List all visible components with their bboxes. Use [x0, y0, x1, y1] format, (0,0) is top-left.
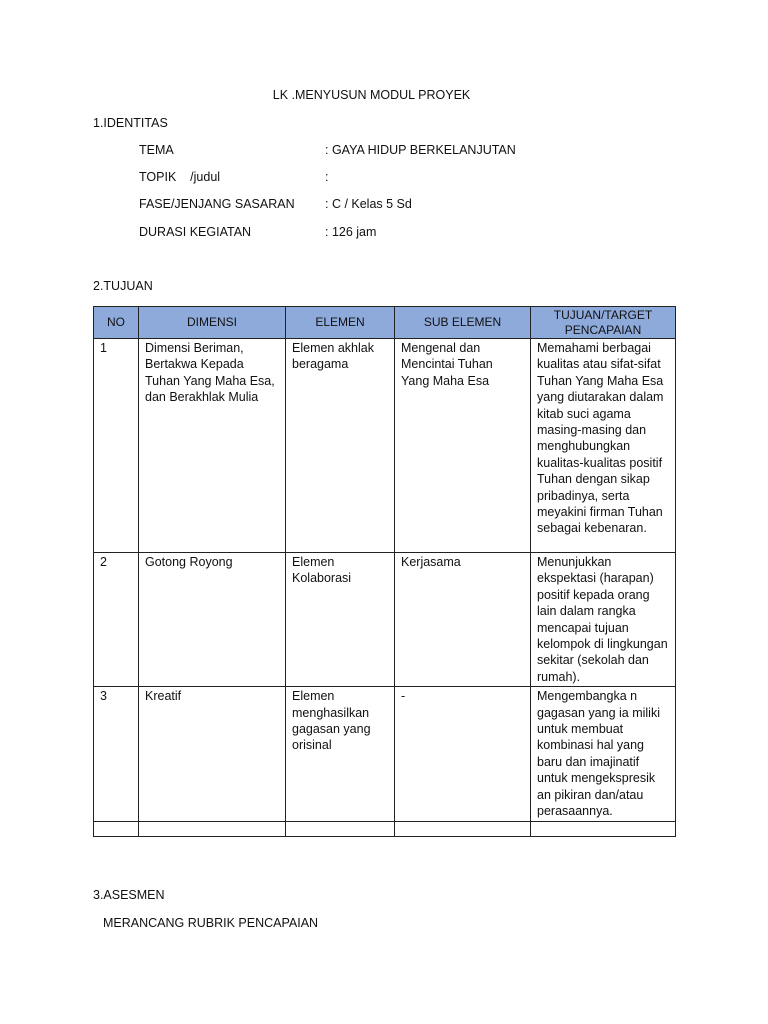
section-identitas-heading: 1.IDENTITAS — [93, 116, 168, 130]
identitas-label-durasi: DURASI KEGIATAN — [139, 225, 252, 239]
table-header-row — [94, 307, 676, 339]
table-row — [94, 339, 676, 553]
identitas-value-tema: : GAYA HIDUP BERKELANJUTAN — [325, 143, 516, 157]
cell-empty — [395, 821, 531, 836]
cell-tujuan: Mengembangka n gagasan yang ia miliki untuk membuat kombinasi hal yang baru dan imajinatif untuk mengekspresik an pikiran dan/atau perasaannya. — [531, 687, 676, 821]
header-sub-elemen: SUB ELEMEN — [395, 307, 531, 339]
header-elemen: ELEMEN — [286, 307, 395, 339]
cell-elemen: Elemen menghasilkan gagasan yang orisinal — [286, 687, 395, 821]
cell-dimensi: Gotong Royong — [139, 553, 286, 687]
cell-dimensi: Kreatif — [139, 687, 286, 821]
identitas-label-tema: TEMA — [139, 143, 174, 157]
document-title: LK .MENYUSUN MODUL PROYEK — [272, 88, 471, 102]
section-tujuan-heading: 2.TUJUAN — [93, 279, 153, 293]
cell-dimensi: Dimensi Beriman, Bertakwa Kepada Tuhan Yang Maha Esa, dan Berakhlak Mulia — [139, 339, 286, 553]
cell-no: 3 — [94, 687, 139, 821]
cell-elemen: Elemen akhlak beragama — [286, 339, 395, 553]
header-dimensi: DIMENSI — [139, 307, 286, 339]
cell-empty — [94, 821, 139, 836]
identitas-label-topik: TOPIK /judul — [139, 170, 221, 184]
identitas-value-durasi: : 126 jam — [325, 225, 377, 239]
cell-no: 2 — [94, 553, 139, 687]
cell-empty — [286, 821, 395, 836]
section-asesmen-heading: 3.ASESMEN — [93, 888, 165, 902]
identitas-value-topik: : — [325, 170, 329, 184]
cell-empty — [531, 821, 676, 836]
header-tujuan-target: TUJUAN/TARGET PENCAPAIAN — [531, 307, 676, 339]
cell-tujuan: Memahami berbagai kualitas atau sifat-sifat Tuhan Yang Maha Esa yang diutarakan dalam kitab suci agama masing-masing dan menghubungkan kualitas-kualitas positif Tuhan dengan sikap pribadinya, serta meyakini firman Tuhan sebagai kebenaran. — [531, 339, 676, 553]
tujuan-table — [93, 306, 676, 837]
header-no: NO — [94, 307, 139, 339]
identitas-value-fase: : C / Kelas 5 Sd — [325, 197, 412, 211]
table-row — [94, 687, 676, 821]
cell-sub-elemen: - — [395, 687, 531, 821]
cell-sub-elemen: Mengenal dan Mencintai Tuhan Yang Maha Esa — [395, 339, 531, 553]
cell-sub-elemen: Kerjasama — [395, 553, 531, 687]
identitas-label-fase: FASE/JENJANG SASARAN — [139, 197, 295, 211]
cell-empty — [139, 821, 286, 836]
cell-elemen: Elemen Kolaborasi — [286, 553, 395, 687]
table-row — [94, 553, 676, 687]
cell-no: 1 — [94, 339, 139, 553]
asesmen-subheading: MERANCANG RUBRIK PENCAPAIAN — [103, 916, 319, 930]
table-row-empty — [94, 821, 676, 836]
cell-tujuan: Menunjukkan ekspektasi (harapan) positif kepada orang lain dalam rangka mencapai tujuan kelompok di lingkungan sekitar (sekolah dan rumah). — [531, 553, 676, 687]
